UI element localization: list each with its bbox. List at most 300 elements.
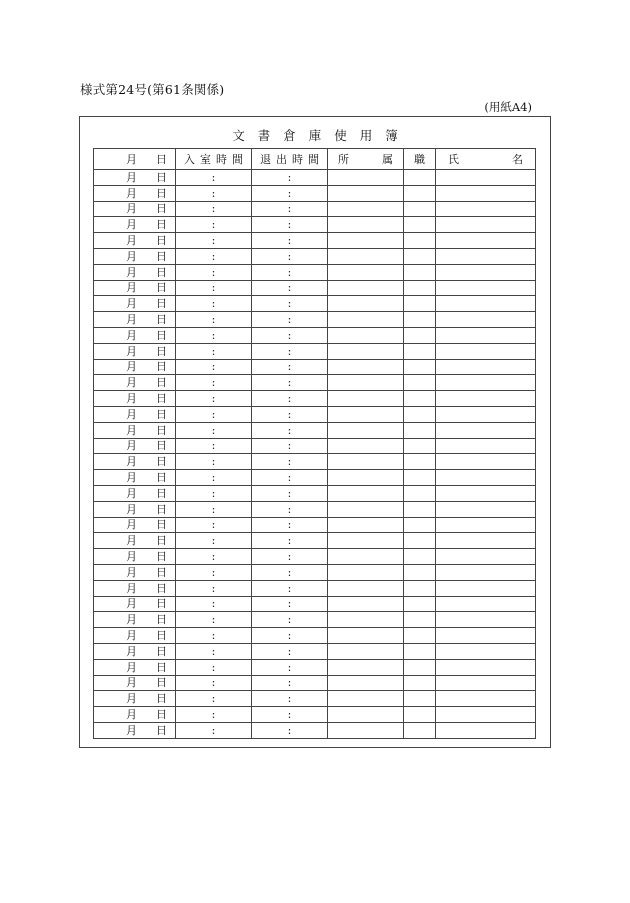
- table-row: [94, 628, 536, 644]
- exit-time-cell[interactable]: :: [252, 217, 328, 233]
- table-row: [94, 248, 536, 264]
- exit-time-cell[interactable]: :: [252, 675, 328, 691]
- entry-time-cell[interactable]: :: [176, 280, 252, 296]
- position-cell[interactable]: [404, 359, 436, 375]
- day-label: 日: [156, 613, 167, 627]
- entry-time-cell[interactable]: :: [176, 264, 252, 280]
- exit-time-cell[interactable]: :: [252, 707, 328, 723]
- department-cell[interactable]: [328, 722, 404, 738]
- month-label: 月: [126, 344, 137, 358]
- department-cell[interactable]: [328, 201, 404, 217]
- entry-time-cell[interactable]: :: [176, 533, 252, 549]
- position-cell[interactable]: [404, 533, 436, 549]
- day-label: 日: [156, 170, 167, 184]
- department-cell[interactable]: [328, 296, 404, 312]
- date-cell[interactable]: [94, 406, 176, 422]
- month-label: 月: [126, 186, 137, 200]
- day-label: 日: [156, 407, 167, 421]
- exit-time-cell[interactable]: :: [252, 485, 328, 501]
- entry-time-cell[interactable]: :: [176, 185, 252, 201]
- department-cell[interactable]: [328, 517, 404, 533]
- department-cell[interactable]: [328, 248, 404, 264]
- month-label: 月: [126, 676, 137, 690]
- position-cell[interactable]: [404, 327, 436, 343]
- date-cell[interactable]: [94, 438, 176, 454]
- table-row: [94, 485, 536, 501]
- table-row: [94, 517, 536, 533]
- date-cell[interactable]: [94, 659, 176, 675]
- position-cell[interactable]: [404, 170, 436, 186]
- date-cell[interactable]: [94, 217, 176, 233]
- exit-time-cell[interactable]: :: [252, 201, 328, 217]
- exit-time-cell[interactable]: :: [252, 438, 328, 454]
- entry-time-cell[interactable]: :: [176, 375, 252, 391]
- date-cell[interactable]: [94, 264, 176, 280]
- day-label: 日: [156, 344, 167, 358]
- date-cell[interactable]: [94, 327, 176, 343]
- position-cell[interactable]: [404, 628, 436, 644]
- date-cell[interactable]: [94, 343, 176, 359]
- name-cell[interactable]: [436, 406, 536, 422]
- date-cell[interactable]: [94, 312, 176, 328]
- table-row: [94, 533, 536, 549]
- day-label: 日: [156, 486, 167, 500]
- exit-time-cell[interactable]: :: [252, 296, 328, 312]
- document-title: 文書倉庫使用簿: [232, 128, 411, 143]
- name-cell[interactable]: [436, 391, 536, 407]
- day-label: 日: [156, 723, 167, 737]
- position-cell[interactable]: [404, 659, 436, 675]
- table-row: [94, 422, 536, 438]
- position-cell[interactable]: [404, 501, 436, 517]
- department-cell[interactable]: [328, 707, 404, 723]
- entry-time-cell[interactable]: :: [176, 359, 252, 375]
- date-cell[interactable]: [94, 722, 176, 738]
- usage-log-table: [93, 148, 536, 739]
- day-label: 日: [156, 281, 167, 295]
- entry-time-cell[interactable]: :: [176, 564, 252, 580]
- entry-time-cell[interactable]: :: [176, 248, 252, 264]
- exit-time-cell[interactable]: :: [252, 580, 328, 596]
- table-row: [94, 596, 536, 612]
- position-cell[interactable]: [404, 454, 436, 470]
- table-row: [94, 580, 536, 596]
- month-label: 月: [126, 692, 137, 706]
- position-cell[interactable]: [404, 280, 436, 296]
- header-entry-char: 時: [216, 152, 227, 166]
- table-row: [94, 201, 536, 217]
- department-cell[interactable]: [328, 533, 404, 549]
- table-header-row: [94, 149, 536, 170]
- exit-time-cell[interactable]: :: [252, 233, 328, 249]
- table-row: [94, 564, 536, 580]
- department-cell[interactable]: [328, 170, 404, 186]
- position-cell[interactable]: [404, 406, 436, 422]
- department-cell[interactable]: [328, 375, 404, 391]
- position-cell[interactable]: [404, 564, 436, 580]
- day-label: 日: [156, 313, 167, 327]
- exit-time-cell[interactable]: :: [252, 280, 328, 296]
- department-cell[interactable]: [328, 233, 404, 249]
- date-cell[interactable]: [94, 564, 176, 580]
- day-label: 日: [156, 186, 167, 200]
- table-row: [94, 343, 536, 359]
- department-cell[interactable]: [328, 185, 404, 201]
- date-cell[interactable]: [94, 185, 176, 201]
- name-cell[interactable]: [436, 549, 536, 565]
- exit-time-cell[interactable]: :: [252, 549, 328, 565]
- date-cell[interactable]: [94, 359, 176, 375]
- entry-time-cell[interactable]: :: [176, 659, 252, 675]
- position-cell[interactable]: [404, 233, 436, 249]
- form-label: 様式第24号(第61条関係): [80, 82, 225, 97]
- entry-time-cell[interactable]: :: [176, 707, 252, 723]
- position-cell[interactable]: [404, 596, 436, 612]
- date-cell[interactable]: [94, 485, 176, 501]
- name-cell[interactable]: [436, 517, 536, 533]
- department-cell[interactable]: [328, 564, 404, 580]
- day-label: 日: [156, 676, 167, 690]
- header-exit-char: 出: [276, 152, 287, 166]
- date-cell[interactable]: [94, 470, 176, 486]
- table-row: [94, 722, 536, 738]
- entry-time-cell[interactable]: :: [176, 296, 252, 312]
- date-cell[interactable]: [94, 233, 176, 249]
- month-label: 月: [126, 550, 137, 564]
- month-label: 月: [126, 644, 137, 658]
- position-cell[interactable]: [404, 422, 436, 438]
- position-cell[interactable]: [404, 470, 436, 486]
- day-label: 日: [156, 455, 167, 469]
- table-row: [94, 185, 536, 201]
- date-cell[interactable]: [94, 517, 176, 533]
- entry-time-cell[interactable]: :: [176, 406, 252, 422]
- month-label: 月: [126, 486, 137, 500]
- date-cell[interactable]: [94, 675, 176, 691]
- exit-time-cell[interactable]: :: [252, 375, 328, 391]
- position-cell[interactable]: [404, 217, 436, 233]
- month-label: 月: [126, 249, 137, 263]
- date-cell[interactable]: [94, 643, 176, 659]
- name-cell[interactable]: [436, 248, 536, 264]
- department-cell[interactable]: [328, 343, 404, 359]
- month-label: 月: [126, 565, 137, 579]
- department-cell[interactable]: [328, 422, 404, 438]
- day-label: 日: [156, 392, 167, 406]
- month-label: 月: [126, 518, 137, 532]
- table-row: [94, 691, 536, 707]
- name-cell[interactable]: [436, 707, 536, 723]
- header-exit-char: 間: [308, 152, 319, 166]
- day-label: 日: [156, 234, 167, 248]
- exit-time-cell[interactable]: :: [252, 312, 328, 328]
- name-cell[interactable]: [436, 643, 536, 659]
- entry-time-cell[interactable]: :: [176, 391, 252, 407]
- name-cell[interactable]: [436, 580, 536, 596]
- position-cell[interactable]: [404, 438, 436, 454]
- month-label: 月: [126, 581, 137, 595]
- name-cell[interactable]: [436, 296, 536, 312]
- date-cell[interactable]: [94, 707, 176, 723]
- exit-time-cell[interactable]: :: [252, 454, 328, 470]
- entry-time-cell[interactable]: :: [176, 691, 252, 707]
- name-cell[interactable]: [436, 501, 536, 517]
- exit-time-cell[interactable]: :: [252, 564, 328, 580]
- day-label: 日: [156, 692, 167, 706]
- name-cell[interactable]: [436, 422, 536, 438]
- header-date: [94, 149, 176, 170]
- header-name-char: 氏: [448, 152, 459, 166]
- exit-time-cell[interactable]: :: [252, 628, 328, 644]
- table-row: [94, 280, 536, 296]
- department-cell[interactable]: [328, 675, 404, 691]
- entry-time-cell[interactable]: :: [176, 596, 252, 612]
- department-cell[interactable]: [328, 217, 404, 233]
- date-cell[interactable]: [94, 501, 176, 517]
- position-cell[interactable]: [404, 691, 436, 707]
- month-label: 月: [126, 328, 137, 342]
- name-cell[interactable]: [436, 533, 536, 549]
- department-cell[interactable]: [328, 501, 404, 517]
- entry-time-cell[interactable]: :: [176, 422, 252, 438]
- table-row: [94, 217, 536, 233]
- position-cell[interactable]: [404, 185, 436, 201]
- exit-time-cell[interactable]: :: [252, 533, 328, 549]
- department-cell[interactable]: [328, 470, 404, 486]
- date-cell[interactable]: [94, 533, 176, 549]
- date-cell[interactable]: [94, 549, 176, 565]
- position-cell[interactable]: [404, 343, 436, 359]
- date-cell[interactable]: [94, 296, 176, 312]
- month-label: 月: [126, 297, 137, 311]
- month-label: 月: [126, 313, 137, 327]
- month-label: 月: [126, 439, 137, 453]
- department-cell[interactable]: [328, 643, 404, 659]
- entry-time-cell[interactable]: :: [176, 233, 252, 249]
- exit-time-cell[interactable]: :: [252, 343, 328, 359]
- position-cell[interactable]: [404, 312, 436, 328]
- month-label: 月: [126, 392, 137, 406]
- day-label: 日: [156, 202, 167, 216]
- table-row: [94, 659, 536, 675]
- entry-time-cell[interactable]: :: [176, 675, 252, 691]
- name-cell[interactable]: [436, 327, 536, 343]
- day-label: 日: [156, 376, 167, 390]
- exit-time-cell[interactable]: :: [252, 359, 328, 375]
- entry-time-cell[interactable]: :: [176, 438, 252, 454]
- exit-time-cell[interactable]: :: [252, 391, 328, 407]
- entry-time-cell[interactable]: :: [176, 170, 252, 186]
- department-cell[interactable]: [328, 327, 404, 343]
- entry-time-cell[interactable]: :: [176, 217, 252, 233]
- name-cell[interactable]: [436, 233, 536, 249]
- day-label: 日: [156, 707, 167, 721]
- month-label: 月: [126, 534, 137, 548]
- date-cell[interactable]: [94, 628, 176, 644]
- name-cell[interactable]: [436, 201, 536, 217]
- exit-time-cell[interactable]: :: [252, 643, 328, 659]
- name-cell[interactable]: [436, 264, 536, 280]
- department-cell[interactable]: [328, 549, 404, 565]
- name-cell[interactable]: [436, 628, 536, 644]
- date-cell[interactable]: [94, 170, 176, 186]
- name-cell[interactable]: [436, 280, 536, 296]
- day-label: 日: [156, 644, 167, 658]
- date-cell[interactable]: [94, 422, 176, 438]
- table-row: [94, 470, 536, 486]
- table-row: [94, 438, 536, 454]
- department-cell[interactable]: [328, 580, 404, 596]
- month-label: 月: [126, 723, 137, 737]
- name-cell[interactable]: [436, 564, 536, 580]
- name-cell[interactable]: [436, 612, 536, 628]
- name-cell[interactable]: [436, 185, 536, 201]
- position-cell[interactable]: [404, 517, 436, 533]
- position-cell[interactable]: [404, 485, 436, 501]
- exit-time-cell[interactable]: :: [252, 722, 328, 738]
- name-cell[interactable]: [436, 659, 536, 675]
- entry-time-cell[interactable]: :: [176, 454, 252, 470]
- header-department-char: 属: [382, 152, 393, 166]
- position-cell[interactable]: [404, 707, 436, 723]
- exit-time-cell[interactable]: :: [252, 185, 328, 201]
- department-cell[interactable]: [328, 312, 404, 328]
- entry-time-cell[interactable]: :: [176, 628, 252, 644]
- exit-time-cell[interactable]: :: [252, 327, 328, 343]
- header-entry-char: 間: [232, 152, 243, 166]
- position-cell[interactable]: [404, 201, 436, 217]
- header-exit-time: [252, 149, 328, 170]
- month-label: 月: [126, 707, 137, 721]
- entry-time-cell[interactable]: :: [176, 722, 252, 738]
- position-cell[interactable]: [404, 391, 436, 407]
- date-cell[interactable]: [94, 280, 176, 296]
- day-label: 日: [156, 328, 167, 342]
- date-cell[interactable]: [94, 454, 176, 470]
- position-cell[interactable]: [404, 612, 436, 628]
- month-label: 月: [126, 281, 137, 295]
- department-cell[interactable]: [328, 628, 404, 644]
- exit-time-cell[interactable]: :: [252, 170, 328, 186]
- name-cell[interactable]: [436, 170, 536, 186]
- exit-time-cell[interactable]: :: [252, 406, 328, 422]
- position-cell[interactable]: [404, 375, 436, 391]
- position-cell[interactable]: [404, 264, 436, 280]
- entry-time-cell[interactable]: :: [176, 517, 252, 533]
- position-cell[interactable]: [404, 549, 436, 565]
- position-cell[interactable]: [404, 248, 436, 264]
- exit-time-cell[interactable]: :: [252, 659, 328, 675]
- department-cell[interactable]: [328, 280, 404, 296]
- entry-time-cell[interactable]: :: [176, 549, 252, 565]
- date-cell[interactable]: [94, 612, 176, 628]
- department-cell[interactable]: [328, 485, 404, 501]
- position-cell[interactable]: [404, 722, 436, 738]
- name-cell[interactable]: [436, 359, 536, 375]
- table-body: [94, 170, 536, 739]
- table-row: [94, 375, 536, 391]
- month-label: 月: [126, 376, 137, 390]
- entry-time-cell[interactable]: :: [176, 312, 252, 328]
- name-cell[interactable]: [436, 691, 536, 707]
- table-row: [94, 296, 536, 312]
- date-cell[interactable]: [94, 580, 176, 596]
- name-cell[interactable]: [436, 454, 536, 470]
- table-row: [94, 312, 536, 328]
- exit-time-cell[interactable]: :: [252, 501, 328, 517]
- name-cell[interactable]: [436, 217, 536, 233]
- entry-time-cell[interactable]: :: [176, 485, 252, 501]
- department-cell[interactable]: [328, 264, 404, 280]
- exit-time-cell[interactable]: :: [252, 691, 328, 707]
- entry-time-cell[interactable]: :: [176, 201, 252, 217]
- department-cell[interactable]: [328, 391, 404, 407]
- exit-time-cell[interactable]: :: [252, 596, 328, 612]
- department-cell[interactable]: [328, 612, 404, 628]
- name-cell[interactable]: [436, 596, 536, 612]
- day-label: 日: [156, 471, 167, 485]
- entry-time-cell[interactable]: :: [176, 580, 252, 596]
- month-label: 月: [126, 202, 137, 216]
- department-cell[interactable]: [328, 659, 404, 675]
- exit-time-cell[interactable]: :: [252, 470, 328, 486]
- position-cell[interactable]: [404, 296, 436, 312]
- date-cell[interactable]: [94, 596, 176, 612]
- day-label: 日: [156, 502, 167, 516]
- exit-time-cell[interactable]: :: [252, 517, 328, 533]
- name-cell[interactable]: [436, 470, 536, 486]
- entry-time-cell[interactable]: :: [176, 343, 252, 359]
- position-cell[interactable]: [404, 580, 436, 596]
- name-cell[interactable]: [436, 675, 536, 691]
- name-cell[interactable]: [436, 438, 536, 454]
- month-label: 月: [126, 613, 137, 627]
- department-cell[interactable]: [328, 406, 404, 422]
- exit-time-cell[interactable]: :: [252, 248, 328, 264]
- department-cell[interactable]: [328, 691, 404, 707]
- date-cell[interactable]: [94, 375, 176, 391]
- position-cell[interactable]: [404, 643, 436, 659]
- name-cell[interactable]: [436, 722, 536, 738]
- department-cell[interactable]: [328, 454, 404, 470]
- date-cell[interactable]: [94, 201, 176, 217]
- exit-time-cell[interactable]: :: [252, 264, 328, 280]
- day-label: 日: [156, 565, 167, 579]
- department-cell[interactable]: [328, 359, 404, 375]
- entry-time-cell[interactable]: :: [176, 501, 252, 517]
- entry-time-cell[interactable]: :: [176, 470, 252, 486]
- name-cell[interactable]: [436, 485, 536, 501]
- month-label: 月: [126, 234, 137, 248]
- day-label: 日: [156, 660, 167, 674]
- name-cell[interactable]: [436, 312, 536, 328]
- month-label: 月: [126, 423, 137, 437]
- table-row: [94, 170, 536, 186]
- department-cell[interactable]: [328, 438, 404, 454]
- date-cell[interactable]: [94, 391, 176, 407]
- exit-time-cell[interactable]: :: [252, 612, 328, 628]
- date-cell[interactable]: [94, 248, 176, 264]
- exit-time-cell[interactable]: :: [252, 422, 328, 438]
- name-cell[interactable]: [436, 375, 536, 391]
- department-cell[interactable]: [328, 596, 404, 612]
- date-cell[interactable]: [94, 691, 176, 707]
- entry-time-cell[interactable]: :: [176, 612, 252, 628]
- entry-time-cell[interactable]: :: [176, 327, 252, 343]
- position-cell[interactable]: [404, 675, 436, 691]
- name-cell[interactable]: [436, 343, 536, 359]
- entry-time-cell[interactable]: :: [176, 643, 252, 659]
